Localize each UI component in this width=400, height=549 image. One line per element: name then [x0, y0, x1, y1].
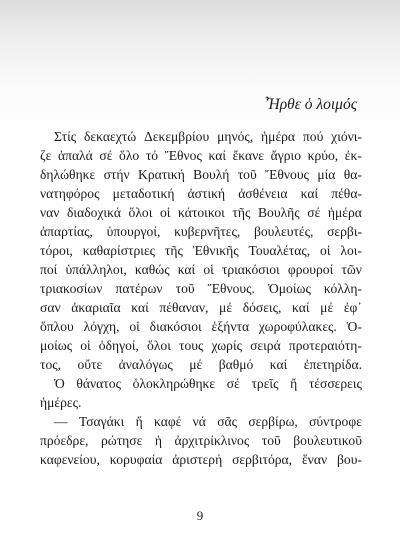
text-line: πρόεδρε, ρώτησε ἡ ἀρχιτρίκλινος τοῦ βουλευτικοῦ: [40, 433, 362, 448]
text-line: ἡμέρες.: [40, 395, 82, 410]
text-line: — Τσαγάκι ἤ καφέ νά σᾶς σερβίρω, σύντροφε: [54, 414, 362, 429]
text-line: τριακοσίων πατέρων τοῦ Ἔθνους. Ὁμοίως κόλλη-: [40, 281, 362, 296]
text-line: Ὁ θάνατος ὁλοκληρώθηκε σέ τρεῖς ἤ τέσσερεις: [54, 376, 362, 391]
chapter-title: Ἦρθε ὁ λοιμός: [264, 96, 357, 113]
text-line: δηλώθηκε στήν Κρατική Βουλή τοῦ Ἔθνους μία θα-: [40, 167, 362, 182]
text-line: ποί ὑπάλληλοι, καθώς καί οἱ τριακόσιοι φρουροί τῶν: [40, 262, 362, 277]
text-line: Στίς δεκαεχτώ Δεκεμβρίου μηνός, ἡμέρα πού χιόνι-: [54, 129, 362, 144]
text-line: μοίως οἱ ὁδηγοί, ὅλοι τους χωρίς σειρά προτεραιότη-: [40, 338, 362, 353]
text-line: ναν διαδοχικά ὅλοι οἱ κάτοικοι τῆς Βουλῆς σέ ἡμέρα: [40, 205, 362, 220]
text-line: τόροι, καθαρίστριες τῆς Ἐθνικῆς Τουαλέτας, οἱ λοι-: [40, 243, 362, 258]
text-line: σαν ἀκαριαῖα καί πέθαναν, μέ δόσεις, καί μέ ἐφ᾽: [40, 300, 362, 315]
text-line: ἀπαρτίας, ὑπουργοί, κυβερνῆτες, βουλευτές, σερβι-: [40, 224, 362, 239]
page-number: 9: [196, 508, 204, 523]
body-text: [40, 127, 362, 469]
text-line: καφενείου, κορυφαία ἀριστερή σερβιτόρα, ἕναν βου-: [40, 452, 362, 467]
text-line: τος, οὔτε ἀναλόγως μέ βαθμό καί ἐπετηρίδα.: [40, 357, 362, 372]
text-line: νατηφόρος μεταδοτική ἀστική ἀσθένεια καί πέθα-: [40, 186, 362, 201]
text-line: ζε ἁπαλά σέ ὅλο τό Ἔθνος καί ἔκανε ἄγριο κρύο, ἐκ-: [40, 148, 362, 163]
text-line: ὅπλου λόγχη, οἱ διακόσιοι ἑξήντα χωροφύλακες. Ὁ-: [40, 319, 362, 334]
